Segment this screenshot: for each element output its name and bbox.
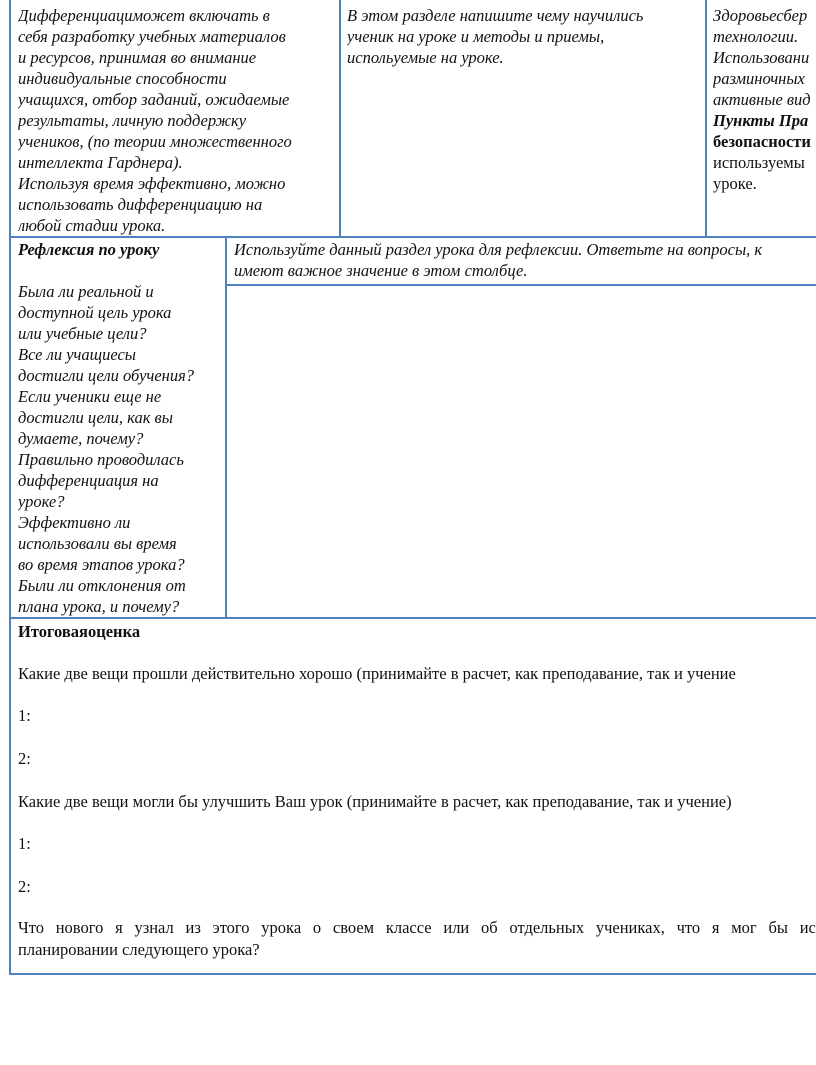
text-line: активные вид [713,90,811,109]
text-line: Дифференциациможет включать в [18,6,270,25]
word: я [711,918,720,937]
text-line: Правильно проводилась [18,450,184,469]
word: что [676,918,701,937]
word: отдельных [509,918,585,937]
text-line: и ресурсов, принимая во внимание [18,48,257,67]
health-safety-cell [713,5,816,194]
text-line: использовать дифференциацию на [18,195,263,214]
text-line: Были ли отклонения от [18,576,186,595]
differentiation-cell [18,5,336,236]
question-improve: Какие две вещи могли бы улучшить Ваш урок (принимайте в расчет, как преподавание, так и учение) [18,792,732,811]
text-line: Пункты Пра [713,111,809,130]
summary-title: Итоговаяоценка [18,622,141,641]
reflection-title: Рефлексия по уроку [18,240,160,259]
reflection-answer-area[interactable] [228,287,816,616]
question-learned [18,918,816,938]
text-line: разминочных [713,69,805,88]
question-learned-line2: планировании следующего урока? [18,940,260,959]
text-line: интеллекта Гарднера). [18,153,183,172]
question-went-well: Какие две вещи прошли действительно хорошо (принимайте в расчет, как преподавание, так и учение [18,664,736,683]
spacer [18,260,223,281]
word: ис [799,918,816,937]
text-line: использовали вы время [18,534,177,553]
text-line: В этом разделе напишите чему научились [347,6,644,25]
word: своем [332,918,375,937]
text-line: результаты, личную поддержку [18,111,247,130]
assessment-cell [347,5,702,68]
divider [226,284,816,286]
text-line: учеников, (по теории множественного [18,132,292,151]
word: о [312,918,322,937]
text-line: достигли цели обучения? [18,366,195,385]
answer-label: 2: [18,749,31,768]
word: урока [261,918,302,937]
text-line: Если ученики еще не [18,387,162,406]
word: об [481,918,498,937]
word: из [185,918,201,937]
word: этого [212,918,250,937]
word: классе [385,918,432,937]
text-line: Использовани [713,48,810,67]
text-line: используемы [713,153,805,172]
word: узнал [134,918,174,937]
answer-label: 1: [18,834,31,853]
text-line: уроке. [713,174,757,193]
text-line: Была ли реальной и [18,282,154,301]
text-line: индивидуальные способности [18,69,227,88]
word: Что [18,918,44,937]
text-line: учащихся, отбор заданий, ожидаемые [18,90,290,109]
divider [9,617,816,619]
text-line: дифференциация на [18,471,159,490]
word: учениках, [595,918,665,937]
word: бы [768,918,788,937]
text-line: во время этапов урока? [18,555,185,574]
text-line: безопасности [713,132,811,151]
word: мог [731,918,757,937]
divider [339,0,341,237]
text-line: испольуемые на уроке. [347,48,504,67]
divider [705,0,707,237]
text-line: любой стадии урока. [18,216,166,235]
text-line: себя разработку учебных материалов [18,27,286,46]
answer-label: 2: [18,877,31,896]
text-line: достигли цели, как вы [18,408,173,427]
text-line: Используя время эффективно, можно [18,174,286,193]
text-line: Здоровьесбер [713,6,808,25]
word: нового [55,918,104,937]
word: или [443,918,470,937]
reflection-cell [18,239,223,617]
text-line: Используйте данный раздел урока для рефлексии. Ответьте на вопросы, к [234,240,763,259]
answer-label: 1: [18,706,31,725]
word: я [115,918,123,937]
divider [9,236,816,238]
text-line: думаете, почему? [18,429,144,448]
reflection-instruction [234,239,816,281]
text-line: Все ли учащиесы [18,345,136,364]
text-line: ученик на уроке и методы и приемы, [347,27,605,46]
text-line: Эффективно ли [18,513,131,532]
text-line: технологии. [713,27,799,46]
text-line: плана урока, и почему? [18,597,180,616]
text-line: имеют важное значение в этом столбце. [234,261,528,280]
text-line: уроке? [18,492,65,511]
text-line: или учебные цели? [18,324,147,343]
text-line: доступной цель урока [18,303,172,322]
divider [225,237,227,618]
